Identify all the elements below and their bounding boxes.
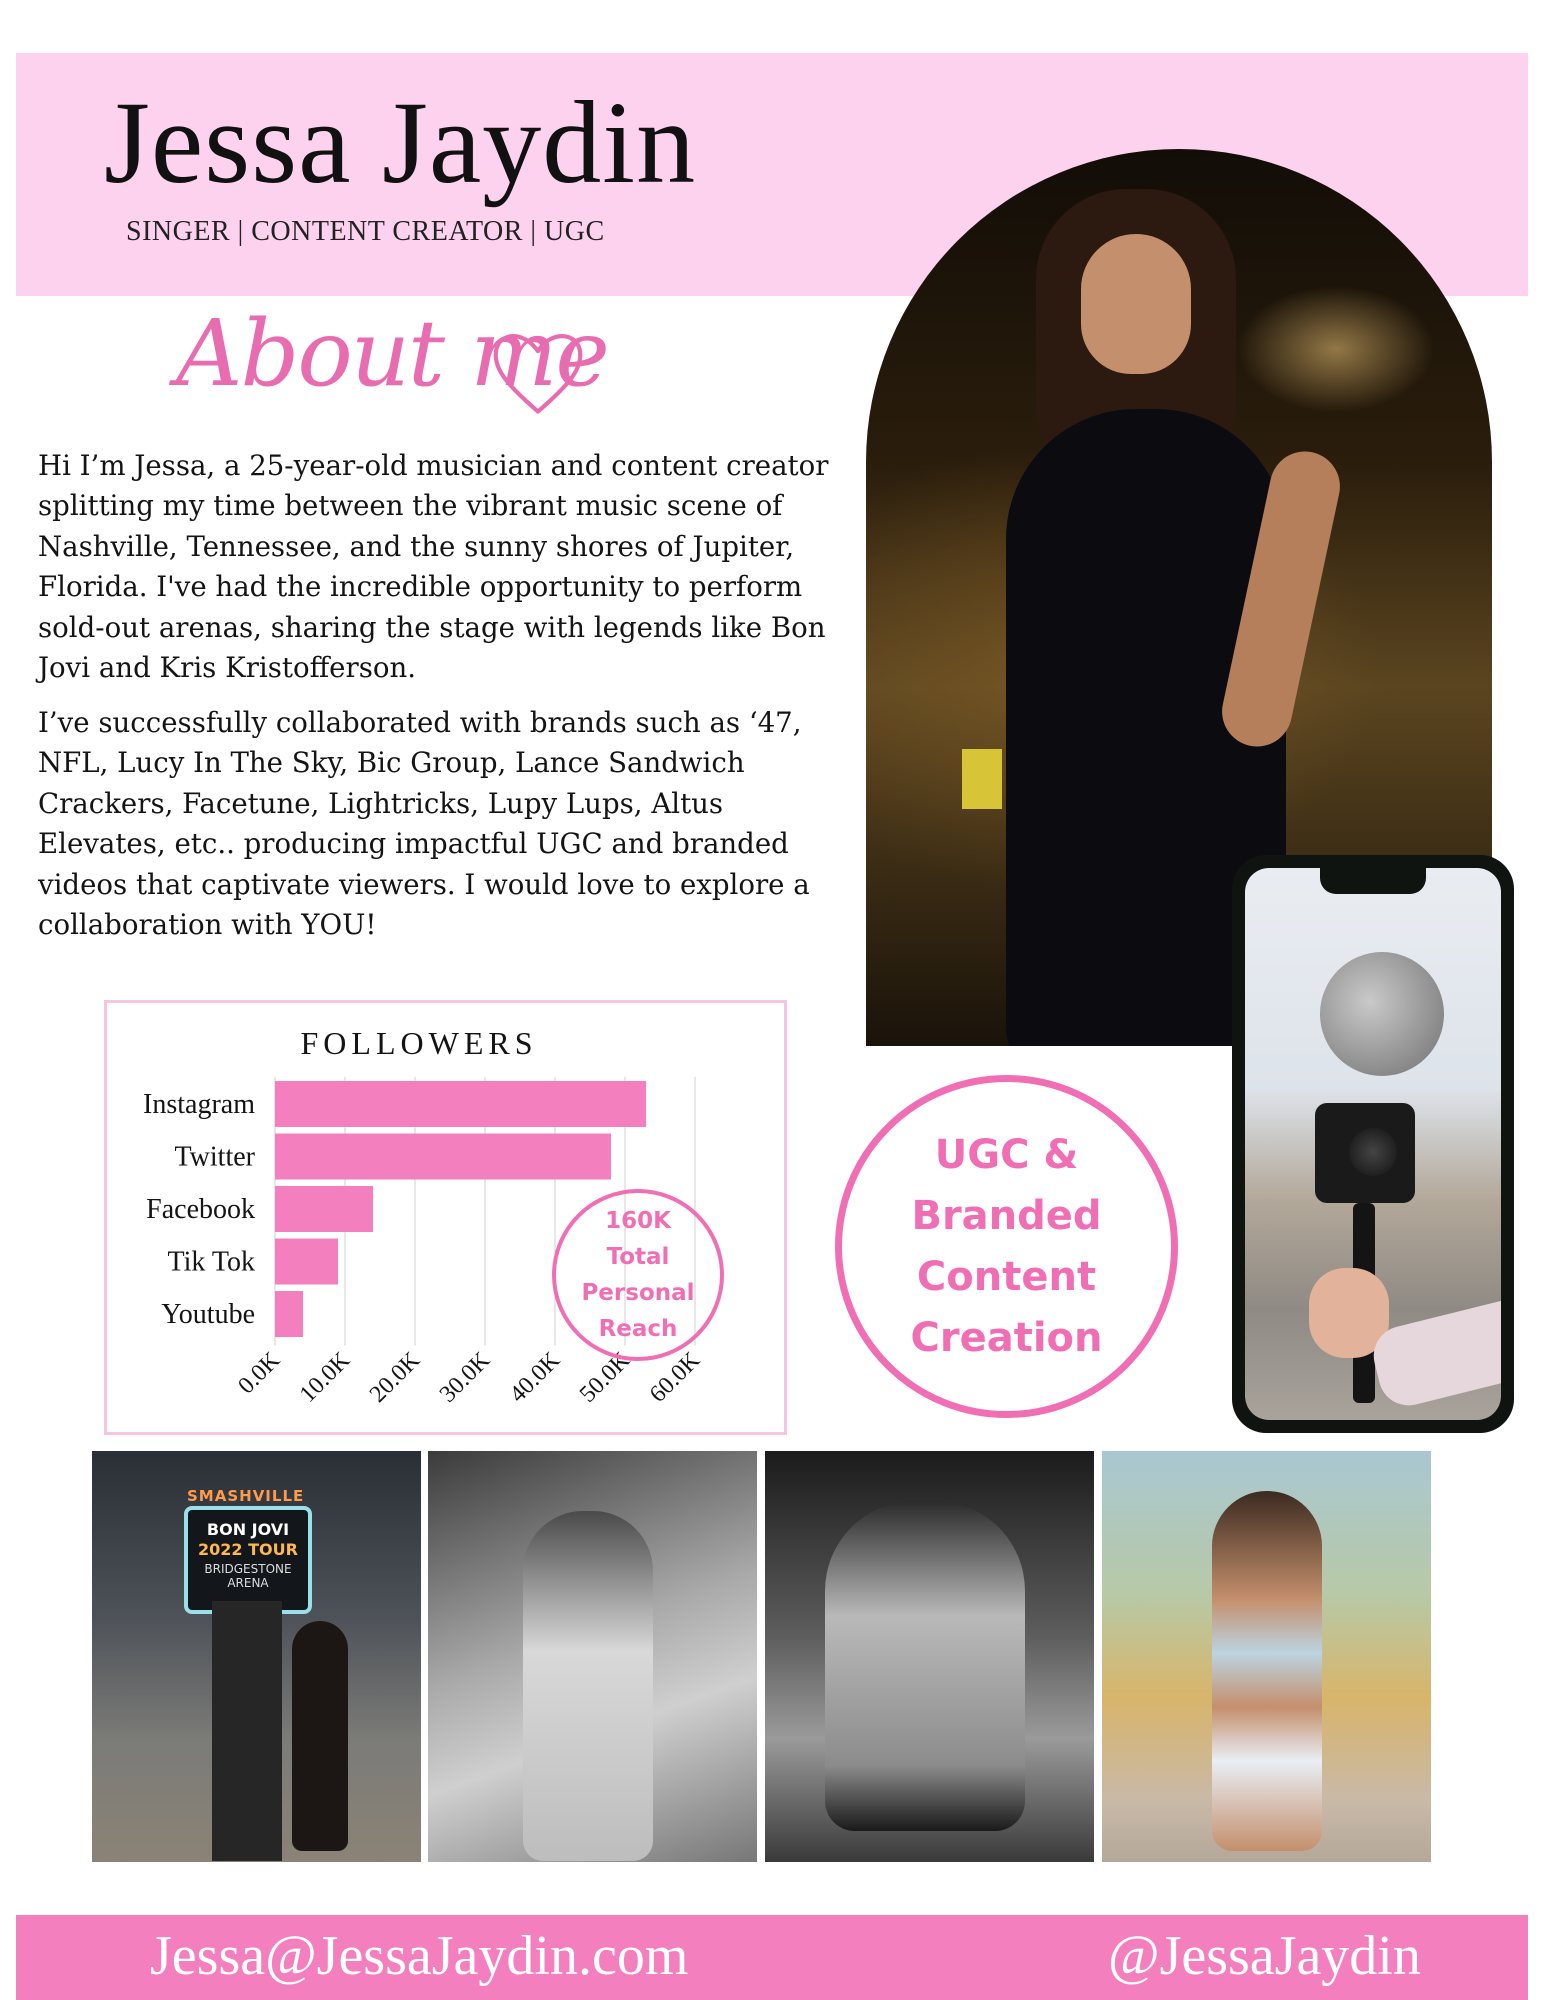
tick-label: 0.0K xyxy=(233,1347,286,1400)
followers-chart-card xyxy=(104,1000,787,1435)
sign-line-2: 2022 TOUR xyxy=(198,1540,298,1559)
bar-tik-tok xyxy=(275,1239,338,1285)
chart-title: FOLLOWERS xyxy=(300,1025,538,1061)
tour-sign xyxy=(184,1506,312,1614)
bar-facebook xyxy=(275,1186,373,1232)
about-paragraph-1: Hi I’m Jessa, a 25-year-old musician and content creator splitting my time between the vibrant music scene of Nashville, Tennessee, and the sunny shores of Jupiter, Florida. I've had the incredible opportunity to perform sold-out arenas, sharing the stage with legends like Bon Jovi and Kris Kristofferson. xyxy=(38,449,829,685)
category-label: Tik Tok xyxy=(167,1246,255,1278)
ugc-badge-line-2: Branded xyxy=(911,1192,1102,1239)
tick-label: 50.0K xyxy=(574,1347,636,1408)
phone-mockup xyxy=(1232,855,1514,1433)
total-reach-line: Total xyxy=(606,1244,670,1270)
tick-label: 20.0K xyxy=(364,1347,426,1408)
tick-label: 40.0K xyxy=(504,1347,566,1408)
lanyard-badge xyxy=(962,749,1002,809)
pillar xyxy=(212,1601,282,1861)
category-label: Youtube xyxy=(161,1299,255,1330)
phone-notch xyxy=(1320,868,1426,894)
tick-label: 10.0K xyxy=(294,1347,356,1408)
heart-icon xyxy=(486,320,590,424)
subtitle: SINGER | CONTENT CREATOR | UGC xyxy=(126,216,605,247)
person-silhouette xyxy=(292,1621,348,1851)
ugc-badge xyxy=(835,1075,1178,1418)
sign-smashville: SMASHVILLE xyxy=(187,1487,305,1505)
category-label: Twitter xyxy=(174,1141,255,1173)
photo-tile-portrait-bw xyxy=(765,1451,1094,1862)
total-reach-line: Personal xyxy=(581,1280,695,1306)
hero-figure-face xyxy=(1081,234,1191,374)
total-reach-line: Reach xyxy=(598,1316,678,1342)
microphone-windscreen xyxy=(1320,952,1444,1076)
person-silhouette xyxy=(825,1501,1025,1831)
phone-screen xyxy=(1245,868,1501,1420)
tick-label: 60.0K xyxy=(644,1347,706,1408)
bar-youtube xyxy=(275,1291,303,1337)
category-label: Instagram xyxy=(143,1089,255,1120)
bar-instagram xyxy=(275,1081,646,1127)
category-label: Facebook xyxy=(146,1194,255,1225)
tick-label: 30.0K xyxy=(434,1347,496,1408)
ugc-badge-line-1: UGC & xyxy=(934,1131,1079,1178)
person-silhouette xyxy=(1212,1491,1322,1851)
bar-twitter xyxy=(275,1134,611,1180)
ugc-badge-line-4: Creation xyxy=(910,1314,1103,1361)
sign-line-3: BRIDGESTONE ARENA xyxy=(204,1562,292,1590)
camera-lens xyxy=(1349,1128,1397,1176)
page-title: Jessa Jaydin xyxy=(104,77,697,208)
about-heading: About me xyxy=(176,300,608,407)
sign-line-1: BON JOVI xyxy=(206,1520,290,1539)
person-silhouette xyxy=(523,1511,653,1861)
followers-chart xyxy=(107,1003,784,1432)
about-paragraph-2: I’ve successfully collaborated with brands such as ‘47, NFL, Lucy In The Sky, Bic Group, Lance Sandwich Crackers, Facetune, Lightricks, Lupy Lups, Altus Elevates, etc.. producing impactful UGC and branded videos that captivate viewers. I would love to explore a collaboration with YOU! xyxy=(38,706,810,942)
total-reach-line: 160K xyxy=(605,1208,671,1234)
ugc-badge-line-3: Content xyxy=(916,1253,1097,1300)
photo-tile-beach-bw xyxy=(428,1451,757,1862)
contact-email[interactable]: Jessa@JessaJaydin.com xyxy=(150,1925,689,1987)
social-handle[interactable]: @JessaJaydin xyxy=(1108,1925,1421,1987)
photo-tile-outdoor xyxy=(1102,1451,1431,1862)
photo-tile-arena xyxy=(92,1451,421,1862)
